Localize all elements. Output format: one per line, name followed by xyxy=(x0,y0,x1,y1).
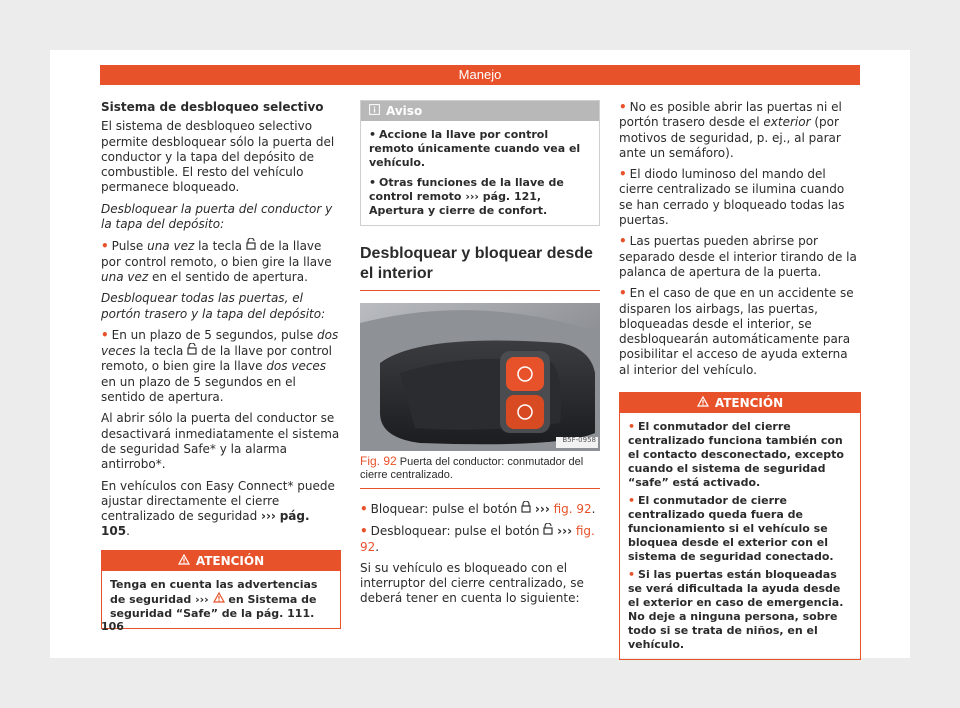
door-switch-figure xyxy=(360,303,600,451)
arrow-ref-icon: ››› xyxy=(534,502,550,516)
unlock-key-icon xyxy=(543,524,553,538)
bullet-airbags: • En el caso de que en un accidente se disparen los airbags, las puertas, bloqueadas desde el interior, se desbloquearán automáticamente para posibilitar el acceso de ayuda externa al interior del vehículo. xyxy=(619,286,854,377)
warning-box-header: ATENCIÓN xyxy=(620,393,860,413)
lock-key-icon xyxy=(521,502,531,516)
bullet-once: • Pulse una vez la tecla de la llave por control remoto, o bien gire la llave una vez en el sentido de apertura. xyxy=(101,239,332,284)
paragraph-safe: Al abrir sólo la puerta del conductor se desactivará inmediatamente el sistema de seguridad Safe* y la alarma antirrobo*. xyxy=(101,411,340,472)
intro-paragraph: El sistema de desbloqueo selectivo permite desbloquear sólo la puerta del conductor y la tapa del depósito de combustible. El resto del vehículo permanece bloqueado. xyxy=(101,119,335,195)
bullet-lock: • Bloquear: pulse el botón ››› fig. 92. xyxy=(360,502,596,516)
column-1 xyxy=(101,100,341,629)
warning-triangle-icon xyxy=(178,551,190,571)
aviso-box xyxy=(360,100,600,226)
bullet-dot: • xyxy=(101,239,109,254)
subheading-driver-door: Desbloquear la puerta del conductor y la tapa del depósito: xyxy=(101,201,333,232)
bullet-dot: • xyxy=(101,327,109,342)
figure-ref-link[interactable]: fig. 92 xyxy=(360,524,595,554)
column-3 xyxy=(619,100,861,660)
figure-code: B5F-0958 xyxy=(562,435,596,444)
info-icon xyxy=(369,101,380,121)
arrow-ref-icon: ››› xyxy=(465,190,479,203)
column-2 xyxy=(360,100,600,613)
warning-triangle-icon xyxy=(213,593,225,606)
paragraph-easy-connect: En vehículos con Easy Connect* puede ajustar directamente el cierre centralizado de seguridad ››› pág. 105. xyxy=(101,478,335,539)
subheading-all-doors: Desbloquear todas las puertas, el portón trasero y la tapa del depósito: xyxy=(101,291,326,321)
bullet-no-open: • No es posible abrir las puertas ni el portón trasero desde el exterior (por motivos de seguridad, p. ej., al parar ante un semáforo). xyxy=(619,100,842,160)
page-header: Manejo xyxy=(100,65,860,85)
unlock-key-icon xyxy=(187,343,197,359)
aviso-bullet-2: • Otras funciones de la llave de control remoto ››› pág. 121, Apertura y cierre de confort. xyxy=(369,176,564,217)
unlock-key-icon xyxy=(246,238,256,254)
section-heading: Sistema de desbloqueo selectivo xyxy=(101,100,324,114)
aviso-box-body xyxy=(361,121,599,225)
page-ref-link[interactable]: pág. 105 xyxy=(101,509,310,539)
aviso-bullet-1: • Accione la llave por control remoto únicamente cuando vea el vehículo. xyxy=(369,128,581,169)
warning-bullet-2: • El conmutador de cierre centralizado queda fuera de funcionamiento si el vehículo se bloquea desde el exterior con el sistema de seguridad conectado. xyxy=(628,494,834,564)
page-ref-link[interactable]: pág. 121, Apertura y cierre de confort. xyxy=(369,190,548,217)
page-number: 106 xyxy=(101,620,124,633)
bullet-twice: • En un plazo de 5 segundos, pulse dos veces la tecla de la llave por control remoto, o bien gire la llave dos veces en un plazo de 5 segundos en el sentido de apertura. xyxy=(101,327,339,405)
arrow-ref-icon: ››› xyxy=(557,524,573,539)
bullet-unlock: • Desbloquear: pulse el botón ››› fig. 92. xyxy=(360,524,595,554)
bullet-open-inside: • Las puertas pueden abrirse por separado desde el interior tirando de la palanca de apertura de la puerta. xyxy=(619,234,857,279)
warning-bullet-1: • El conmutador del cierre centralizado funciona también con el contacto desconectado, excepto cuando el sistema de seguridad “safe” está activado. xyxy=(628,420,844,490)
arrow-ref-icon: ››› xyxy=(261,509,276,524)
figure-ref-link[interactable]: fig. 92 xyxy=(553,502,592,516)
paragraph-after-lock: Si su vehículo es bloqueado con el interruptor del cierre centralizado, se deberá tener en cuenta lo siguiente: xyxy=(360,560,584,606)
bullet-diode: • El diodo luminoso del mando del cierre centralizado se ilumina cuando se han cerrado y bloqueado todas las puertas. xyxy=(619,167,845,228)
figure-caption: Fig. 92 Puerta del conductor: conmutador del cierre centralizado. xyxy=(360,455,600,489)
warning-box-header: ATENCIÓN xyxy=(102,551,340,571)
warning-triangle-icon xyxy=(697,393,709,413)
arrow-ref-icon: ››› xyxy=(195,592,209,606)
warning-box-body: Tenga en cuenta las advertencias de seguridad ››› en Sistema de seguridad “Safe” de la pág. 111. xyxy=(110,577,318,620)
section-title: Desbloquear y bloquear desde el interior xyxy=(360,244,600,291)
warning-box xyxy=(101,550,341,629)
warning-box-body xyxy=(620,413,860,659)
aviso-box-header: Aviso xyxy=(361,101,599,121)
warning-box xyxy=(619,392,861,660)
warning-bullet-3: • Si las puertas están bloqueadas se verá dificultada la ayuda desde el exterior en caso de emergencia. No deje a ninguna persona, sobre todo si se trata de niños, en el vehículo. xyxy=(628,568,844,652)
